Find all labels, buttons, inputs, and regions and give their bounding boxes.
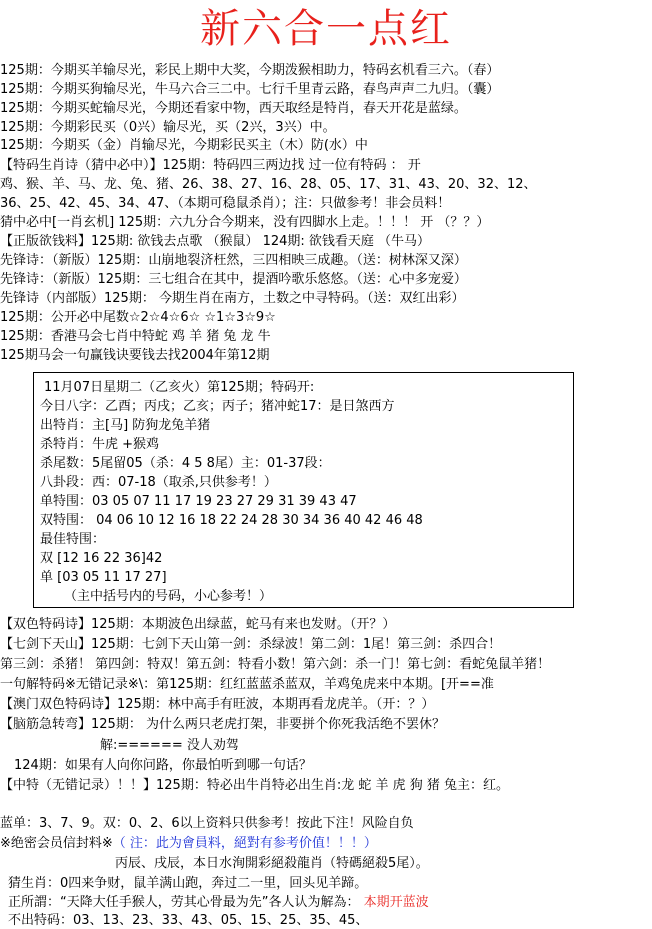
box-line: 单 [03 05 11 17 27] — [40, 570, 167, 585]
text-line: 125期：公开必中尾数☆2☆4☆6☆ ☆1☆3☆9☆ — [0, 310, 276, 325]
box-line: 11月07日星期二（乙亥火）第125期；特码开: — [44, 380, 315, 395]
text-line: 【特码生肖诗（猜中必中）】125期：特码四三两边找 过一位有特码 ： 开 — [0, 158, 421, 173]
text-line — [8, 894, 429, 911]
text-line — [0, 835, 377, 852]
jimi-label: ※绝密会员信封料※ — [0, 836, 113, 851]
text-line: 先锋诗：（新版）125期：山崩地裂济枉然，三四相映三成趣。（送：树林深又深） — [0, 253, 467, 268]
box-line: 今日八字：乙酉；丙戌；乙亥；丙子；猪冲蛇17：是日煞西方 — [40, 399, 395, 414]
text-line: 解:====== 没人劝驾 — [100, 738, 239, 753]
box-line: 杀特肖：牛虎 +猴鸡 — [40, 437, 160, 452]
page-title: 新六合一点红 — [200, 6, 452, 52]
text-line: 【正版欲钱料】125期: 欲钱去点歌 （猴鼠） 124期: 欲钱看天庭 （牛马） — [0, 234, 431, 249]
box-line: （主中括号内的号码，小心参考！） — [64, 589, 273, 604]
box-line: 最佳特围： — [40, 532, 106, 547]
text-line: 猜中必中[一肖玄机] 125期：六九分合今期来，没有四脚水上走。！！！ 开 （？？） — [0, 215, 490, 230]
box-line: 双特围： 04 06 10 12 16 18 22 24 28 30 34 36 40 42 46 48 — [40, 513, 423, 528]
box-line: 出特肖：主[马] 防狗龙兔羊猪 — [40, 418, 211, 433]
text-line: 猜生肖：0四来争财，鼠羊满山跑，奔过二一里，回头见羊蹄。 — [8, 876, 368, 891]
text-line: 125期：今期买狗输尽光，牛马六合三二中。七行千里青云路，春鸟声声二九归。（囊） — [0, 82, 500, 97]
text-line: 125期：今期买羊输尽光，彩民上期中大奖，今期泼猴相助力，特码玄机看三六。（春） — [0, 63, 500, 78]
text-line: 第三剑：杀猪！ 第四剑：特双！第五剑：特看小数！第六剑：杀一门！第七剑：看蛇兔鼠羊猪！ — [0, 657, 551, 672]
text-line: 【脑筋急转弯】125期： 为什么两只老虎打架，非要拼个你死我活绝不罢休？ — [0, 717, 445, 732]
text-line: 125期：今期彩民买（0兴）输尽光，买（2兴，3兴）中。 — [0, 120, 336, 135]
text-line: 125期马会一句赢钱诀要钱去找2004年第12期 — [0, 348, 270, 363]
text-line: 不出特码：03、13、23、33、43、05、15、25、35、45、 — [8, 913, 369, 928]
jimi-note: （ 注：此为會員料，絕對有参考价值！！！） — [112, 836, 377, 851]
text-line: 【中特（无错记录）！！】125期：特必出牛肖特必出生肖:龙 蛇 羊 虎 狗 猪 兔主：红。 — [0, 778, 509, 793]
text-line: 125期：今期买（金）肖输尽光，今期彩民买主（木）防(水）中 — [0, 138, 368, 153]
text-line: 丙辰、戌辰，本日水洵開彩絕殺龍肖（特碼絕殺5尾）。 — [115, 856, 429, 871]
text-line: 36、25、42、45、34、47、（本期可稳鼠杀肖）；注：只做参考！非会员料！ — [0, 196, 451, 211]
text-line: 一句解特码※无错记录※\：第125期：红红蓝蓝杀蓝双，羊鸡兔虎来中本期。[开==准 — [0, 677, 494, 692]
box-line: 八卦段：西：07-18（取杀,只供参考！） — [40, 475, 277, 490]
text-line: 125期：香港马会七肖中特蛇 鸡 羊 猪 兔 龙 牛 — [0, 329, 271, 344]
text-line: 先锋诗：（新版）125期：三七组合在其中，提酒吟歌乐悠悠。（送：心中多宠爱） — [0, 272, 467, 287]
text-line: 鸡、猴、羊、马、龙、兔、猪、26、38、27、16、28、05、17、31、43、20、32、12、 — [0, 177, 537, 192]
text-line: 【澳门双色特码诗】125期：林中高手有旺波，本期再看龙虎羊。（开：？） — [0, 697, 435, 712]
box-line: 杀尾数：5尾留05（杀：4 5 8尾）主：01-37段： — [40, 456, 331, 471]
zhengsuowei-answer: 本期开蓝波 — [363, 895, 429, 910]
zhengsuowei-text: 正所謂：“天降大任手猴人，劳其心骨最为先”各人认为解為： — [8, 895, 360, 910]
text-line: 【双色特码诗】125期：本期波色出绿蓝，蛇马有来也发财。（开？） — [0, 617, 396, 632]
text-line: 先锋诗（内部版）125期： 今期生肖在南方，土数之中寻特码。（送：双红出彩） — [0, 291, 465, 306]
box-line: 单特围：03 05 07 11 17 19 23 27 29 31 39 43 47 — [40, 494, 357, 509]
text-line: 蓝单：3、7、9。双：0、2、6以上资料只供参考！按此下注！风险自负 — [0, 816, 414, 831]
text-line: 124期：如果有人向你问路，你最怕听到哪一句话？ — [14, 758, 312, 773]
text-line: 【七剑下天山】125期：七剑下天山第一剑：杀绿波！第二剑：1尾！第三剑：杀四合！ — [0, 637, 502, 652]
text-line: 125期：今期买蛇输尽光，今期还看家中物，西天取经是特肖，春天开花是蓝绿。 — [0, 101, 467, 116]
info-box — [33, 372, 574, 608]
box-line: 双 [12 16 22 36]42 — [40, 551, 163, 566]
